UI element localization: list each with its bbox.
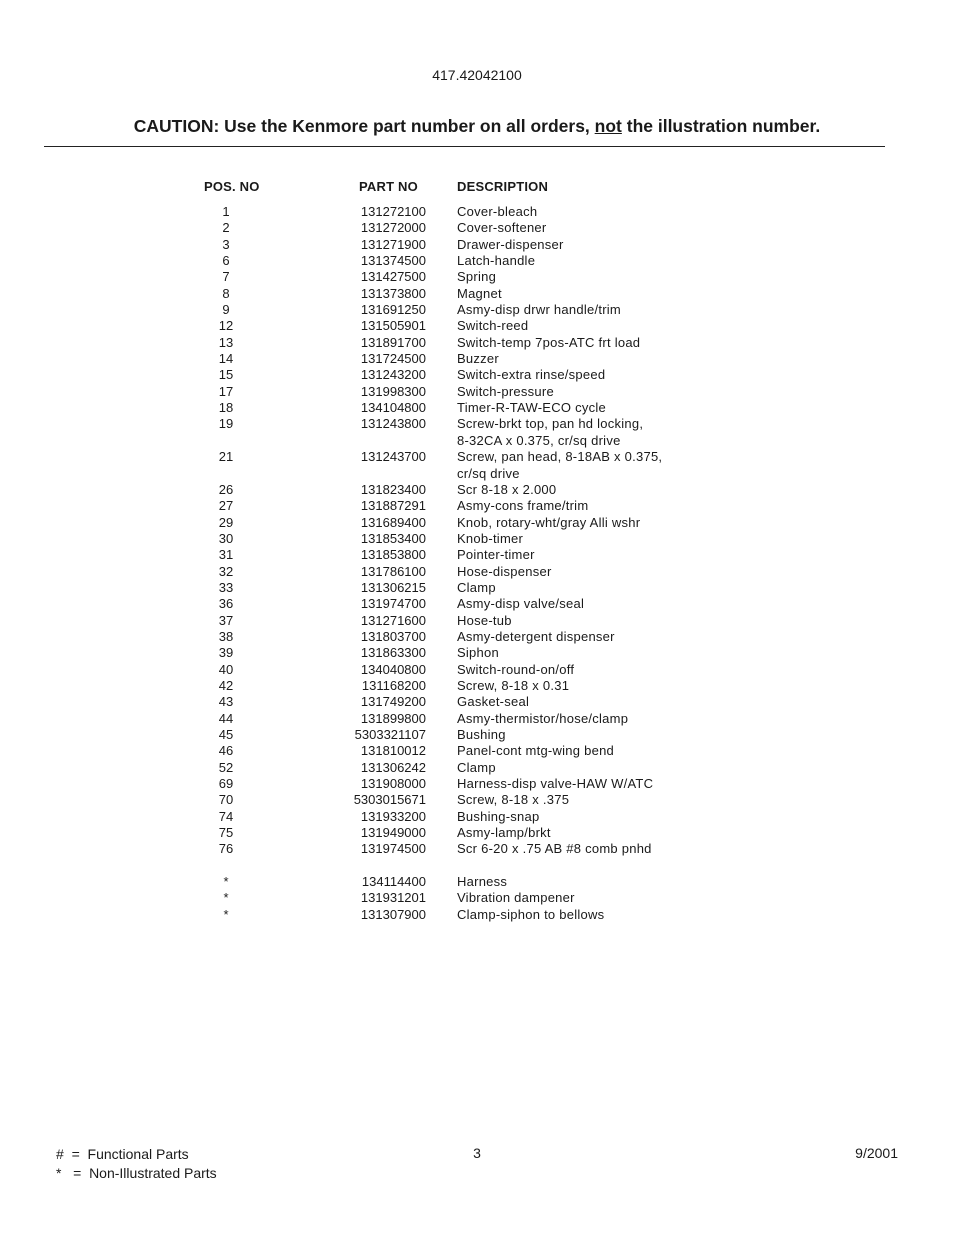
- caution-notice: [0, 116, 954, 137]
- table-row: [0, 482, 954, 498]
- table-row: [0, 515, 954, 531]
- description-cell: Asmy-disp valve/seal: [457, 596, 585, 612]
- pos-cell: 2: [222, 220, 230, 236]
- pos-cell: 18: [218, 400, 234, 416]
- part-number-cell: 131863300: [360, 645, 426, 661]
- part-number-cell: 131243700: [360, 449, 426, 465]
- pos-cell: 27: [218, 498, 234, 514]
- pos-cell: 15: [218, 367, 234, 383]
- part-number-cell: 131899800: [360, 710, 426, 726]
- caution-emphasis: not: [594, 116, 622, 136]
- caution-suffix: the illustration number.: [621, 116, 821, 136]
- pos-cell: 26: [218, 481, 234, 497]
- part-number-cell: 131505901: [360, 318, 426, 334]
- description-cell: Cover-softener: [457, 220, 547, 236]
- description-cell: Bushing: [457, 727, 506, 742]
- table-row: [0, 253, 954, 269]
- pos-cell: 37: [218, 612, 234, 628]
- part-number-cell: 5303015671: [353, 792, 426, 808]
- description-cell: Timer-R-TAW-ECO cycle: [457, 400, 606, 416]
- part-number-cell: 131908000: [360, 776, 426, 792]
- description-cell: Clamp: [457, 759, 496, 775]
- pos-cell: 31: [218, 547, 234, 563]
- pos-cell: 75: [218, 825, 234, 841]
- description-cell: Scr 8-18 x 2.000: [457, 481, 557, 497]
- table-row: [0, 694, 954, 710]
- legend-non-illustrated: * = Non-Illustrated Parts: [56, 1165, 217, 1181]
- description-cell: Switch-temp 7pos-ATC frt load: [457, 334, 641, 350]
- table-row: [0, 318, 954, 334]
- pos-cell: 9: [222, 302, 230, 318]
- table-row: [0, 367, 954, 383]
- table-row: [0, 743, 954, 759]
- pos-cell: 29: [218, 514, 234, 530]
- pos-cell: 74: [218, 808, 234, 824]
- table-row: [0, 629, 954, 645]
- part-number-cell: 131853400: [360, 530, 426, 546]
- pos-cell: *: [223, 906, 229, 922]
- description-cell: Knob, rotary-wht/gray Alli wshr: [457, 514, 641, 530]
- pos-cell: 38: [218, 628, 234, 644]
- table-row: [0, 596, 954, 612]
- table-row: [0, 645, 954, 661]
- description-cell: Clamp-siphon to bellows: [457, 906, 605, 922]
- description-cell: Screw, 8-18 x 0.31: [457, 677, 570, 693]
- pos-cell: 14: [218, 351, 234, 367]
- table-row: [0, 613, 954, 629]
- description-cell: Asmy-disp drwr handle/trim: [457, 302, 621, 318]
- pos-cell: 76: [218, 841, 234, 857]
- part-number-cell: 131810012: [360, 743, 426, 759]
- table-row: [0, 237, 954, 253]
- description-cell: Asmy-lamp/brkt: [457, 825, 551, 841]
- part-number-cell: 131931201: [360, 890, 426, 906]
- pos-cell: 19: [218, 416, 234, 432]
- part-number-cell: 134114400: [361, 874, 426, 890]
- table-row: [0, 825, 954, 841]
- part-number-cell: 131974500: [360, 841, 426, 857]
- description-cell: Hose-tub: [457, 612, 512, 628]
- pos-cell: 52: [218, 759, 234, 775]
- part-number-cell: 131168200: [361, 677, 426, 693]
- part-number-cell: 131271900: [360, 236, 426, 252]
- table-row: [0, 335, 954, 351]
- description-cell: Switch-pressure: [457, 383, 554, 399]
- table-row: [0, 727, 954, 743]
- table-row: [0, 547, 954, 563]
- pos-cell: 8: [222, 285, 230, 301]
- pos-cell: 39: [218, 645, 234, 661]
- description-cell: Cover-bleach: [457, 204, 538, 219]
- pos-cell: 17: [218, 383, 234, 399]
- table-row: [0, 841, 954, 857]
- pos-cell: 13: [218, 334, 234, 350]
- description-cell: Buzzer: [457, 351, 499, 367]
- column-header-description: DESCRIPTION: [457, 179, 549, 194]
- parts-table: [0, 204, 954, 923]
- table-row: [0, 204, 954, 220]
- legend-functional: # = Functional Parts: [56, 1146, 189, 1162]
- part-number-cell: 131998300: [360, 383, 426, 399]
- pos-cell: 3: [222, 236, 230, 252]
- header-divider: [44, 146, 885, 147]
- pos-cell: 42: [218, 677, 234, 693]
- part-number-cell: 134040800: [360, 661, 426, 677]
- table-row: [0, 351, 954, 367]
- part-number-cell: 131887291: [360, 498, 426, 514]
- table-row: [0, 792, 954, 808]
- description-cell: Asmy-detergent dispenser: [457, 628, 615, 644]
- part-number-cell: 131306242: [360, 759, 426, 775]
- description-cell: Latch-handle: [457, 253, 536, 269]
- part-number-cell: 131689400: [360, 514, 426, 530]
- description-cell: Scr 6-20 x .75 AB #8 comb pnhd: [457, 841, 652, 857]
- part-number-cell: 131271600: [360, 612, 426, 628]
- pos-cell: *: [223, 890, 229, 906]
- part-number-cell: 131272000: [360, 220, 426, 236]
- description-cell: Clamp: [457, 579, 496, 595]
- description-cell: Knob-timer: [457, 530, 524, 546]
- description-cell: Harness-disp valve-HAW W/ATC: [457, 776, 654, 792]
- part-number-cell: 131307900: [360, 906, 426, 922]
- table-row: [0, 449, 954, 482]
- part-number-cell: 5303321107: [354, 727, 426, 742]
- model-number: 417.42042100: [432, 67, 522, 83]
- pos-cell: 69: [218, 776, 234, 792]
- table-row: [0, 498, 954, 514]
- pos-cell: 33: [218, 579, 234, 595]
- column-header-part: PART NO: [359, 179, 418, 194]
- part-number-cell: 131243200: [360, 367, 426, 383]
- table-row: [0, 269, 954, 285]
- part-number-cell: 131853800: [360, 547, 426, 563]
- pos-cell: 70: [218, 792, 234, 808]
- table-row: [0, 890, 954, 906]
- revision-date: 9/2001: [855, 1145, 898, 1161]
- table-row: [0, 662, 954, 678]
- part-number-cell: 131272100: [360, 204, 426, 219]
- table-row: [0, 711, 954, 727]
- part-number-cell: 131803700: [360, 628, 426, 644]
- part-number-cell: 134104800: [360, 400, 426, 416]
- pos-cell: 40: [218, 661, 234, 677]
- description-cell: Asmy-thermistor/hose/clamp: [457, 710, 629, 726]
- pos-cell: 43: [218, 694, 234, 710]
- description-cell: Siphon: [457, 645, 499, 661]
- pos-cell: 36: [218, 596, 234, 612]
- description-cell: Drawer-dispenser: [457, 236, 564, 252]
- table-row: [0, 776, 954, 792]
- description-cell: Spring: [457, 269, 497, 285]
- table-row: [0, 760, 954, 776]
- pos-cell: 30: [218, 530, 234, 546]
- description-cell: Switch-extra rinse/speed: [457, 367, 606, 383]
- pos-cell: 44: [218, 710, 234, 726]
- table-row: [0, 302, 954, 318]
- table-row: [0, 384, 954, 400]
- description-cell: Harness: [457, 874, 508, 890]
- pos-cell: 7: [222, 269, 230, 285]
- part-number-cell: 131373800: [360, 285, 426, 301]
- part-number-cell: 131823400: [360, 481, 426, 497]
- description-cell: Pointer-timer: [457, 547, 535, 563]
- description-cell: Hose-dispenser: [457, 563, 552, 579]
- table-row: [0, 220, 954, 236]
- table-row: [0, 400, 954, 416]
- table-row: [0, 416, 954, 449]
- part-number-cell: 131933200: [360, 808, 426, 824]
- part-number-cell: 131691250: [360, 302, 426, 318]
- description-cell: Screw, pan head, 8-18AB x 0.375, cr/sq drive: [457, 449, 663, 481]
- description-cell: Gasket-seal: [457, 694, 530, 710]
- part-number-cell: 131949000: [360, 825, 426, 841]
- part-number-cell: 131724500: [360, 351, 426, 367]
- part-number-cell: 131306215: [360, 579, 426, 595]
- pos-cell: 1: [222, 204, 230, 219]
- part-number-cell: 131974700: [360, 596, 426, 612]
- description-cell: Switch-reed: [457, 318, 529, 334]
- description-cell: Screw, 8-18 x .375: [457, 792, 570, 808]
- pos-cell: 21: [218, 449, 234, 465]
- table-row: [0, 678, 954, 694]
- description-cell: Magnet: [457, 285, 502, 301]
- description-cell: Vibration dampener: [457, 890, 575, 906]
- table-row: [0, 874, 954, 890]
- pos-cell: 12: [218, 318, 234, 334]
- table-row: [0, 809, 954, 825]
- pos-cell: 45: [218, 727, 234, 742]
- page-number: 3: [473, 1145, 481, 1161]
- pos-cell: 32: [218, 563, 234, 579]
- pos-cell: *: [223, 874, 229, 890]
- part-number-cell: 131749200: [360, 694, 426, 710]
- part-number-cell: 131786100: [360, 563, 426, 579]
- description-cell: Screw-brkt top, pan hd locking, 8-32CA x 0.375, cr/sq drive: [457, 416, 644, 448]
- part-number-cell: 131891700: [360, 334, 426, 350]
- part-number-cell: 131374500: [360, 253, 426, 269]
- pos-cell: 6: [222, 253, 230, 269]
- part-number-cell: 131243800: [360, 416, 426, 432]
- table-row: [0, 580, 954, 596]
- description-cell: Asmy-cons frame/trim: [457, 498, 589, 514]
- description-cell: Bushing-snap: [457, 808, 540, 824]
- table-row: [0, 564, 954, 580]
- pos-cell: 46: [218, 743, 234, 759]
- caution-prefix: CAUTION: Use the Kenmore part number on all orders,: [133, 116, 595, 136]
- description-cell: Switch-round-on/off: [457, 661, 575, 677]
- part-number-cell: 131427500: [360, 269, 426, 285]
- column-header-pos: POS. NO: [204, 179, 260, 194]
- description-cell: Panel-cont mtg-wing bend: [457, 743, 615, 759]
- table-row: [0, 531, 954, 547]
- table-row: [0, 907, 954, 923]
- table-row: [0, 286, 954, 302]
